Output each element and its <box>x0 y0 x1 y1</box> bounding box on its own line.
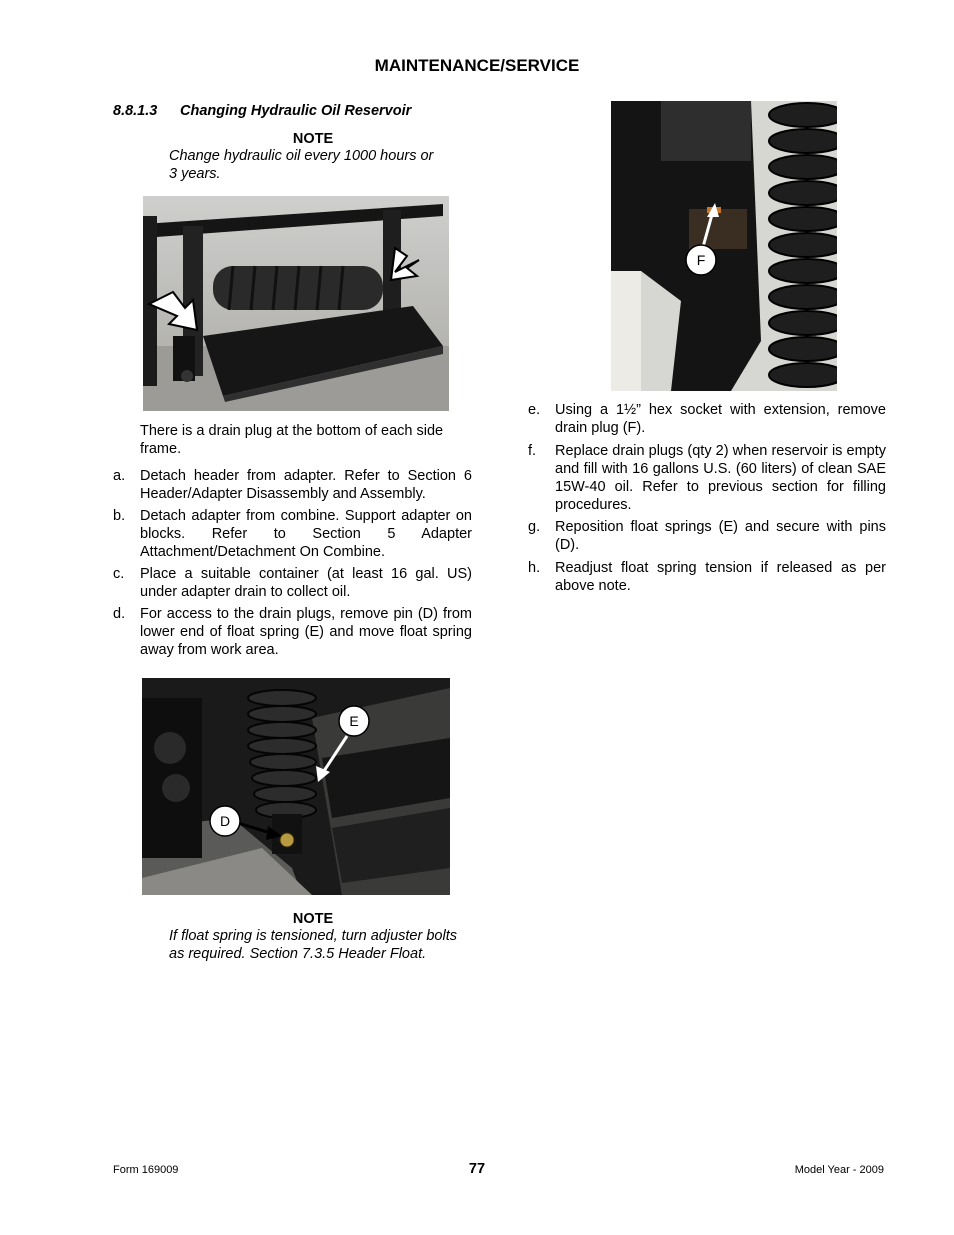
step-text: Reposition float springs (E) and secure with pins (D). <box>555 519 886 553</box>
footer-form-number: Form 169009 <box>113 1164 179 1176</box>
drain-plug-photo <box>611 101 837 391</box>
step-text: Using a 1½” hex socket with extension, remove drain plug (F). <box>555 402 886 436</box>
step-label: b. <box>113 508 126 524</box>
step-g <box>528 518 886 554</box>
right-step-list <box>528 401 886 595</box>
section-heading <box>113 103 411 119</box>
step-text: For access to the drain plugs, remove pin (D) from lower end of float spring (E) and move float spring away from work area. <box>140 606 472 658</box>
note-line-2: 3 years. <box>169 166 221 182</box>
step-d <box>113 605 472 659</box>
step-h <box>528 559 886 595</box>
section-title: Changing Hydraulic Oil Reservoir <box>180 103 412 119</box>
step-label: a. <box>113 468 126 484</box>
page-header: MAINTENANCE/SERVICE <box>374 56 580 75</box>
caption-line-2: frame. <box>140 441 182 457</box>
adapter-frame-photo <box>143 196 449 411</box>
step-a <box>113 467 472 503</box>
caption-line-1: There is a drain plug at the bottom of each side <box>140 423 444 439</box>
page-number: 77 <box>468 1161 486 1177</box>
note-heading: NOTE <box>292 911 334 927</box>
step-e <box>528 401 886 437</box>
step-b <box>113 507 472 561</box>
note-heading: NOTE <box>292 131 334 147</box>
step-label: c. <box>113 566 125 582</box>
section-number: 8.8.1.3 <box>113 103 158 119</box>
step-label: h. <box>528 560 541 576</box>
figure1-caption <box>140 422 472 458</box>
float-spring-photo <box>142 678 450 895</box>
step-label: e. <box>528 402 541 418</box>
step-text: Place a suitable container (at least 16 gal. US) under adapter drain to collect oil. <box>140 566 472 600</box>
callout-e: E <box>349 713 359 729</box>
left-step-list <box>113 467 472 659</box>
note-change-interval <box>169 131 457 183</box>
callout-d: D <box>219 813 231 829</box>
step-text: Readjust float spring tension if released as per above note. <box>555 560 886 594</box>
note-text: If float spring is tensioned, turn adjuster bolts as required. Section 7.3.5 Header Float. <box>169 928 457 962</box>
callout-f: F <box>696 252 706 268</box>
step-label: f. <box>528 443 537 459</box>
step-c <box>113 565 472 601</box>
step-f <box>528 442 886 514</box>
step-label: d. <box>113 606 126 622</box>
step-text: Detach header from adapter. Refer to Section 6 Header/Adapter Disassembly and Assembly. <box>140 468 472 502</box>
step-text: Detach adapter from combine. Support adapter on blocks. Refer to Section 5 Adapter Attachment/Detachment On Combine. <box>140 508 472 560</box>
step-text: Replace drain plugs (qty 2) when reservoir is empty and fill with 16 gallons U.S. (60 liters) of clean SAE 15W-40 oil. Refer to previous section for filling procedures. <box>555 443 886 513</box>
note-line-1: Change hydraulic oil every 1000 hours or <box>169 148 434 164</box>
step-label: g. <box>528 519 541 535</box>
note-spring-tension <box>169 911 457 963</box>
footer-model-year: Model Year - 2009 <box>794 1164 884 1176</box>
